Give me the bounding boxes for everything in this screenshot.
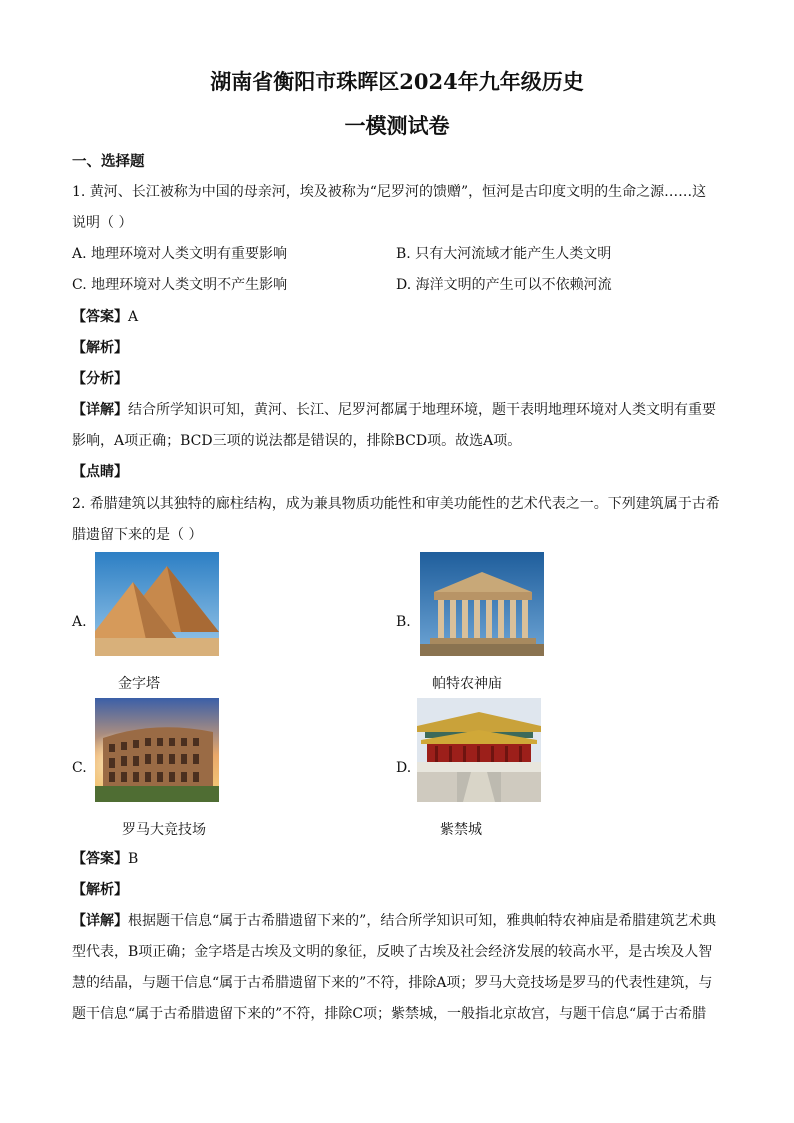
option-text: 海洋文明的产生可以不依赖河流 xyxy=(415,277,612,293)
option-text: 地理环境对人类文明不产生影响 xyxy=(91,277,288,293)
q1-fenxi-label: 【分析】 xyxy=(72,371,128,387)
option-text: 地理环境对人类文明有重要影响 xyxy=(91,246,288,262)
q1-option-a xyxy=(72,243,287,263)
section-heading: 一、选择题 xyxy=(72,153,145,170)
q1-option-d xyxy=(396,274,612,294)
forbidden-city-image xyxy=(417,698,541,802)
q2-option-b-caption: 帕特农神庙 xyxy=(432,676,502,692)
document-title-line1: 湖南省衡阳市珠晖区2024年九年级历史 xyxy=(210,69,584,94)
q1-option-b xyxy=(396,243,611,263)
q1-stem-line2: 说明（ ） xyxy=(72,215,133,231)
answer-value: B xyxy=(128,851,139,867)
q1-detail-line1 xyxy=(72,399,716,419)
q2-detail-line4: 题干信息“属于古希腊遗留下来的”不符，排除C项；紫禁城，一般指北京故宫，与题干信息“属于古希腊 xyxy=(72,1006,707,1022)
q1-analysis-label: 【解析】 xyxy=(72,340,128,356)
q2-analysis-label: 【解析】 xyxy=(72,882,128,898)
q1-option-c xyxy=(72,274,287,294)
option-letter: C. xyxy=(72,277,87,293)
colosseum-image xyxy=(95,698,219,802)
option-letter: B. xyxy=(396,246,411,262)
parthenon-image xyxy=(420,552,544,656)
detail-label: 【详解】 xyxy=(72,402,128,418)
option-letter: D. xyxy=(396,277,412,293)
detail-text: 结合所学知识可知，黄河、长江、尼罗河都属于地理环境，题干表明地理环境对人类文明有重要 xyxy=(128,402,716,418)
q2-detail-line2: 型代表，B项正确；金字塔是古埃及文明的象征，反映了古埃及社会经济发展的较高水平，是古埃及人智 xyxy=(72,944,713,960)
q2-answer xyxy=(72,848,138,868)
detail-text: 根据题干信息“属于古希腊遗留下来的”，结合所学知识可知，雅典帕特农神庙是希腊建筑艺术典 xyxy=(128,913,717,929)
q2-option-a-caption: 金字塔 xyxy=(118,676,160,692)
q1-answer xyxy=(72,306,138,326)
q1-detail-line2: 影响，A项正确；BCD三项的说法都是错误的，排除BCD项。故选A项。 xyxy=(72,433,522,449)
answer-label: 【答案】 xyxy=(72,851,128,867)
q2-option-d-caption: 紫禁城 xyxy=(440,822,482,838)
q1-dianjing-label: 【点睛】 xyxy=(72,464,128,480)
pyramids-image xyxy=(95,552,219,656)
q2-option-c-caption: 罗马大竞技场 xyxy=(122,822,206,838)
q2-option-d-letter: D. xyxy=(396,760,412,776)
answer-value: A xyxy=(128,309,139,325)
q2-detail-line1 xyxy=(72,910,716,930)
q2-stem-line2: 腊遗留下来的是（ ） xyxy=(72,527,203,543)
q2-stem-line1: 2. 希腊建筑以其独特的廊柱结构，成为兼具物质功能性和审美功能性的艺术代表之一。下列建筑属于古希 xyxy=(72,496,720,512)
answer-label: 【答案】 xyxy=(72,309,128,325)
q2-option-b-letter: B. xyxy=(396,614,411,630)
option-text: 只有大河流域才能产生人类文明 xyxy=(415,246,612,262)
detail-label: 【详解】 xyxy=(72,913,128,929)
q2-option-c-letter: C. xyxy=(72,760,87,776)
q2-detail-line3: 慧的结晶，与题干信息“属于古希腊遗留下来的”不符，排除A项；罗马大竞技场是罗马的代表性建筑，与 xyxy=(72,975,713,991)
option-letter: A. xyxy=(72,246,87,262)
q1-stem-line1: 1. 黄河、长江被称为中国的母亲河，埃及被称为“尼罗河的馈赠”，恒河是古印度文明的生命之源……这 xyxy=(72,184,707,200)
document-title-line2: 一模测试卷 xyxy=(344,113,450,138)
q2-option-a-letter: A. xyxy=(72,614,87,630)
